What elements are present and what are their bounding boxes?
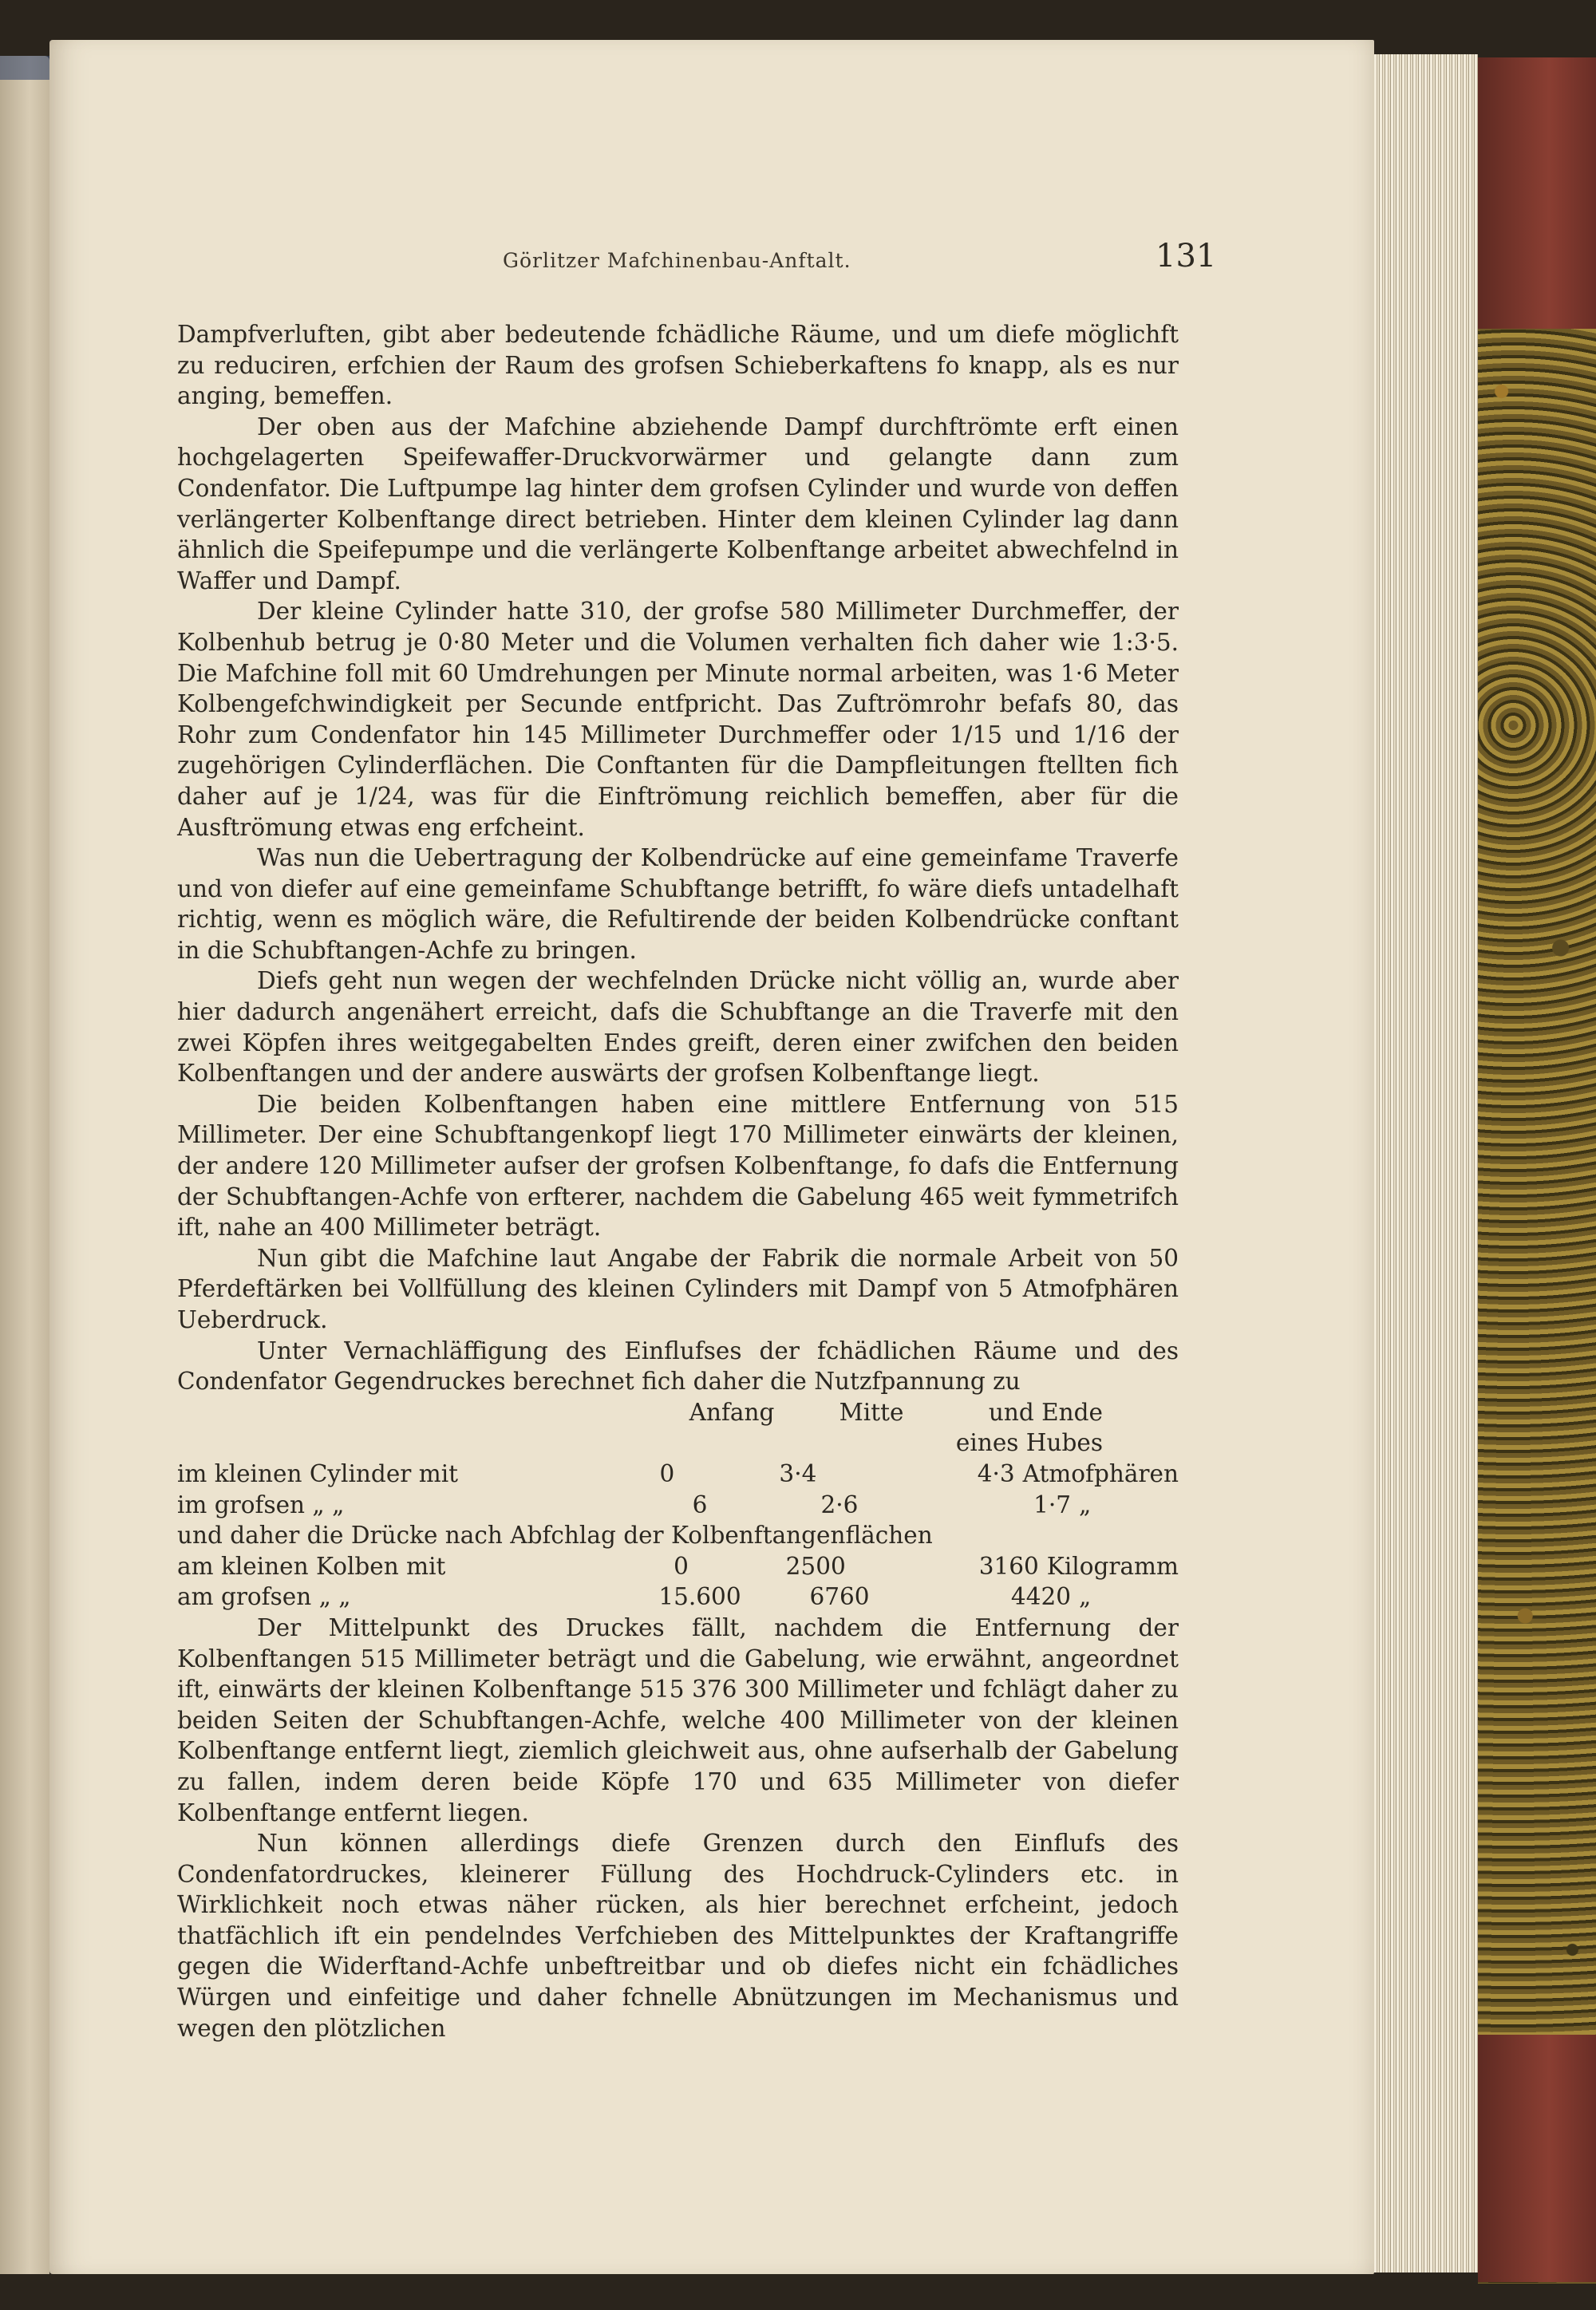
table-row	[177, 1551, 1179, 1582]
table-cell: 0	[659, 1459, 675, 1487]
table-cell: 3·4	[779, 1459, 817, 1487]
paragraph: Nun gibt die Mafchine laut Angabe der Fabrik die normale Arbeit von 50 Pferdeftärken bei Vollfüllung des kleinen Cylinders mit Dampf von 5 Atmofphären Ueberdruck.	[177, 1244, 1179, 1333]
paragraph: Die beiden Kolbenftangen haben eine mittlere Entfernung von 515 Millimeter. Der eine Schubftangenkopf liegt 170 Millimeter einwärts der kleinen, der andere 120 Millimeter aufser der grofsen Kolbenftange, fo dafs die Entfernung der Schubftangen-Achfe von erfterer, nachdem die Gabelung 465 weit fymmetrifch ift, nahe an 400 Millimeter beträgt.	[177, 1090, 1179, 1242]
paragraph: Diefs geht nun wegen der wechfelnden Drücke nicht völlig an, wurde aber hier dadurch angenähert erreicht, dafs die Schubftange an die Traverfe mit den zwei Köpfen ihres weitgegabelten Endes greift, deren einer zwifchen den beiden Kolbenftangen und der andere auswärts der grofsen Kolbenftange liegt.	[177, 967, 1179, 1088]
paragraph: Der kleine Cylinder hatte 310, der grofse 580 Millimeter Durchmeffer, der Kolbenhub betrug je 0·80 Meter und die Volumen verhalten fich daher wie 1:3·5. Die Mafchine foll mit 60 Umdrehungen per Minute normal arbeiten, was 1·6 Meter Kolbengefchwindigkeit per Secunde entfpricht. Das Zuftrömrohr befafs 80, das Rohr zum Condenfator hin 145 Millimeter Durchmeffer oder 1/15 und 1/16 der zugehörigen Cylinderflächen. Die Conftanten für die Dampfleitungen ftellten fich daher auf je 1/24, was für die Einftrömung reichlich bemeffen, aber für die Ausftrömung etwas eng erfcheint.	[177, 598, 1179, 841]
marbled-cover	[1478, 57, 1596, 2284]
paragraph: Der oben aus der Mafchine abziehende Dampf durchftrömte erft einen hochgelagerten Speifewaffer-Druckvorwärmer und gelangte dann zum Condenfator. Die Luftpumpe lag hinter dem grofsen Cylinder und wurde von deffen verlängerter Kolbenftange direct betrieben. Hinter dem kleinen Cylinder lag dann ähnlich die Speifepumpe und die verlängerte Kolbenftange arbeitet abwechfelnd in Waffer und Dampf.	[177, 413, 1179, 594]
table-cell: Kilogramm	[1046, 1552, 1179, 1580]
table-cell: Atmofphären	[1022, 1459, 1179, 1487]
table-cell: 6760	[809, 1583, 870, 1611]
table-cell: am kleinen Kolben mit	[177, 1552, 446, 1580]
paragraph: Was nun die Uebertragung der Kolbendrücke auf eine gemeinfame Traverfe und von diefer auf eine gemeinfame Schubftange betrifft, fo wäre diefs untadelhaft richtig, wenn es möglich wäre, die Refultirende der beiden Kolbendrücke conftant in die Schubftangen-Achfe zu bringen.	[177, 844, 1179, 964]
table-cell: 2500	[785, 1552, 846, 1580]
table-cell: 4420	[1010, 1583, 1071, 1611]
table-cell: 1·7	[1033, 1491, 1071, 1518]
body-text	[177, 319, 1179, 2043]
table-cell: 6	[692, 1491, 708, 1518]
table-cell: „	[1079, 1491, 1092, 1518]
table-cell: am grofsen „ „	[177, 1583, 351, 1611]
paragraph: Unter Vernachläffigung des Einflufses der fchädlichen Räume und des Condenfator Gegendruckes berechnet fich daher die Nutzfpannung zu	[177, 1337, 1179, 1396]
left-page-edge	[0, 56, 49, 2274]
cover-leather-corner-top	[1478, 57, 1596, 329]
table-cell: Mitte	[839, 1398, 904, 1426]
table-cell: im kleinen Cylinder mit	[177, 1459, 459, 1487]
paragraph: Dampfverluften, gibt aber bedeutende fchädliche Räume, und um diefe möglichft zu reduciren, erfchien der Raum des grofsen Schieberkaftens fo knapp, als es nur anging, bemeffen.	[177, 321, 1179, 410]
paragraph: Nun können allerdings diefe Grenzen durch den Einflufs des Condenfatordruckes, kleinerer Füllung des Hochdruck-Cylinders etc. in Wirklichkeit noch etwas näher rücken, als hier berechnet erfcheint, jedoch thatfächlich ift ein pendelndes Verfchieben des Mittelpunktes der Kraftangriffe gegen die Widerftand-Achfe unbeftreitbar und ob diefes nicht ein fchädliches Würgen und einfeitige und daher fchnelle Abnützungen im Mechanismus und wegen den plötzlichen	[177, 1830, 1179, 2042]
table-row	[177, 1490, 1179, 1521]
running-title: Görlitzer Mafchinenbau-Anftalt.	[503, 249, 851, 272]
page-number: 131	[1156, 238, 1217, 274]
table-cell: 0	[674, 1552, 689, 1580]
table-cell: 2·6	[820, 1491, 859, 1518]
table-cell: 4·3	[977, 1459, 1015, 1487]
paragraph: Der Mittelpunkt des Druckes fällt, nachdem die Entfernung der Kolbenftangen 515 Millimeter beträgt und die Gabelung, wie erwähnt, angeordnet ift, einwärts der kleinen Kolbenftange 515 376 300 Millimeter und fchlägt daher zu beiden Seiten der Schubftangen-Achfe, welche 400 Millimeter von der kleinen Kolbenftange entfernt liegt, ziemlich gleichweit aus, ohne aufserhalb der Gabelung zu fallen, indem deren beide Köpfe 170 und 635 Millimeter von diefer Kolbenftange entfernt liegen.	[177, 1613, 1179, 1826]
table-cell: und Ende eines Hubes	[955, 1398, 1103, 1457]
table-cell: im grofsen „ „	[177, 1491, 345, 1518]
table-row	[177, 1581, 1179, 1613]
table-cell: „	[1079, 1583, 1092, 1611]
table-subheading: und daher die Drücke nach Abfchlag der Kolbenftangenflächen	[177, 1522, 933, 1550]
table-row	[177, 1459, 1179, 1490]
table-cell: 3160	[978, 1552, 1039, 1580]
table-header	[177, 1397, 1179, 1459]
cover-leather-corner-bottom	[1478, 2035, 1596, 2282]
page-edges	[1374, 54, 1478, 2272]
table-cell: 15.600	[658, 1583, 741, 1611]
table-cell: Anfang	[689, 1398, 775, 1426]
